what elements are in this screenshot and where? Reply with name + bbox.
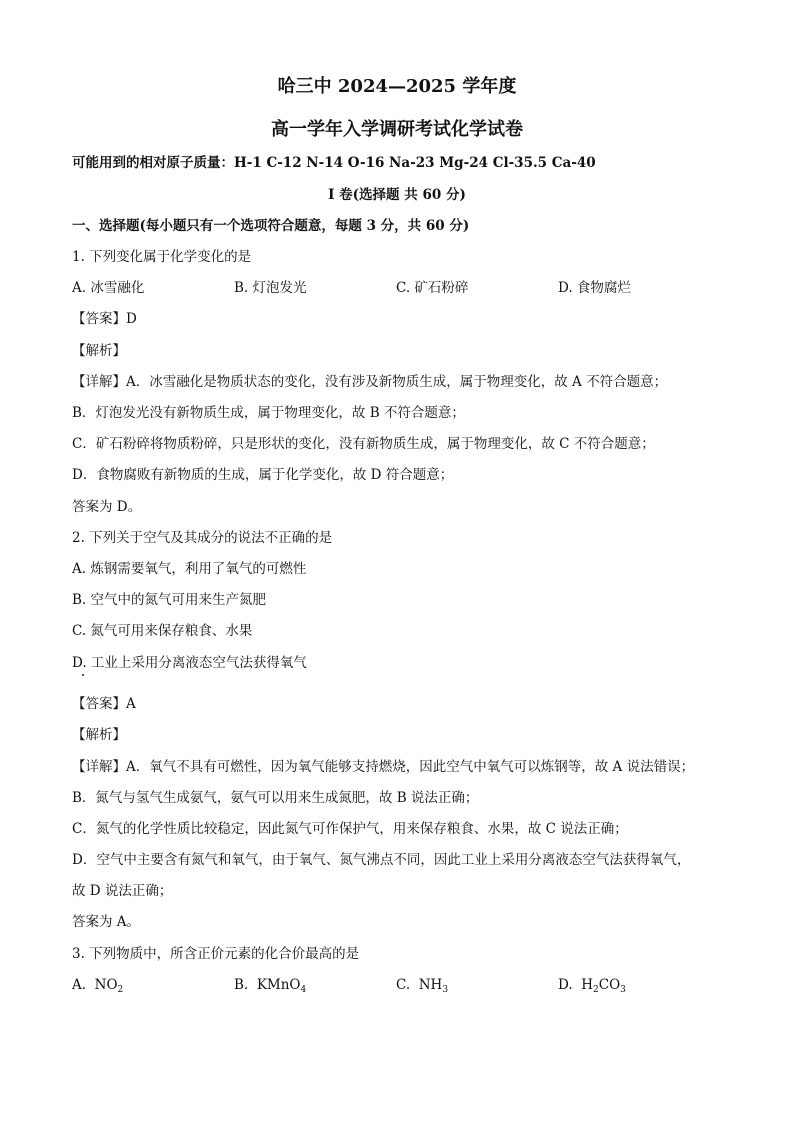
part-title: I 卷(选择题 共 60 分) — [328, 187, 466, 203]
q1-option-c: C. 矿石粉碎 — [396, 280, 469, 296]
q1-answer: 【答案】D — [72, 311, 137, 327]
q2-option-a: A. 炼钢需要氧气，利用了氧气的可燃性 — [72, 561, 307, 577]
q3-option-d-label: D. — [558, 977, 573, 993]
q1-detail-3: C．矿石粉碎将物质粉碎，只是形状的变化，没有新物质生成，属于物理变化，故 C 不符合题意； — [72, 436, 655, 452]
q3-option-d-formula-1: H — [581, 977, 594, 993]
q3-option-c-formula: NH — [418, 977, 443, 993]
q1-conclusion: 答案为 D。 — [72, 499, 142, 515]
q3-option-b-formula: KMnO — [256, 977, 301, 993]
q2-answer: 【答案】A — [72, 696, 136, 712]
q3-option-a-sub: 2 — [117, 985, 124, 995]
stray-mark — [82, 674, 84, 676]
q2-option-d: D. 工业上采用分离液态空气法获得氧气 — [72, 655, 307, 671]
q2-detail-5: 故 D 说法正确； — [72, 883, 173, 899]
q2-detail-1: 【详解】A．氧气不具有可燃性，因为氧气能够支持燃烧，因此空气中氧气可以炼钢等，故 A 说法错误； — [72, 759, 695, 775]
q2-option-b: B. 空气中的氮气可用来生产氮肥 — [72, 592, 267, 608]
q3-stem: 3. 下列物质中，所含正价元素的化合价最高的是 — [72, 946, 360, 962]
q3-option-b — [234, 977, 396, 993]
q2-detail-3: C．氮气的化学性质比较稳定，因此氮气可作保护气，用来保存粮食、水果，故 C 说法正确； — [72, 821, 628, 837]
q1-stem: 1. 下列变化属于化学变化的是 — [72, 249, 252, 265]
q1-analysis-label: 【解析】 — [72, 343, 126, 359]
q1-detail-1: 【详解】A．冰雪融化是物质状态的变化，没有涉及新物质生成，属于物理变化，故 A 不符合题意； — [72, 374, 668, 390]
q2-analysis-label: 【解析】 — [72, 727, 126, 743]
exam-subtitle: 高一学年入学调研考试化学试卷 — [271, 119, 523, 140]
q3-option-c — [396, 977, 558, 993]
q1-option-b: B. 灯泡发光 — [234, 280, 307, 296]
q3-option-d-sub-1: 2 — [593, 985, 599, 995]
q2-conclusion: 答案为 A。 — [72, 914, 141, 930]
q3-option-d-sub-2: 3 — [620, 985, 626, 995]
q3-option-b-label: B. — [234, 977, 249, 993]
q3-option-c-label: C. — [396, 977, 411, 993]
q2-stem: 2. 下列关于空气及其成分的说法不正确的是 — [72, 530, 333, 546]
q2-detail-2: B．氮气与氢气生成氨气，氨气可以用来生成氮肥，故 B 说法正确； — [72, 790, 479, 806]
q3-option-a — [72, 977, 234, 993]
q3-option-d-formula-2: CO — [598, 977, 621, 993]
q3-option-a-label: A. — [72, 977, 87, 993]
q3-option-c-sub: 3 — [442, 985, 449, 995]
q1-option-a: A. 冰雪融化 — [72, 280, 145, 296]
section-title: 一、选择题(每小题只有一个选项符合题意，每题 3 分，共 60 分) — [72, 218, 470, 234]
q1-detail-2: B．灯泡发光没有新物质生成，属于物理变化，故 B 不符合题意； — [72, 405, 465, 421]
q3-option-d — [558, 977, 720, 993]
q1-option-d: D. 食物腐烂 — [558, 280, 631, 296]
q1-detail-4: D．食物腐败有新物质的生成，属于化学变化，故 D 符合题意； — [72, 467, 454, 483]
q3-option-b-sub: 4 — [300, 985, 307, 995]
exam-title: 哈三中 2024—2025 学年度 — [277, 76, 517, 97]
q2-option-c: C. 氮气可用来保存粮食、水果 — [72, 623, 253, 639]
q3-option-a-formula: NO — [94, 977, 118, 993]
atomic-masses: 可能用到的相对原子质量：H-1 C-12 N-14 O-16 Na-23 Mg-24 Cl-35.5 Ca-40 — [72, 155, 596, 171]
q2-detail-4: D．空气中主要含有氮气和氧气，由于氧气、氮气沸点不同，因此工业上采用分离液态空气法获得氧气， — [72, 852, 691, 868]
q3-options — [72, 977, 722, 993]
q1-options — [72, 276, 722, 296]
